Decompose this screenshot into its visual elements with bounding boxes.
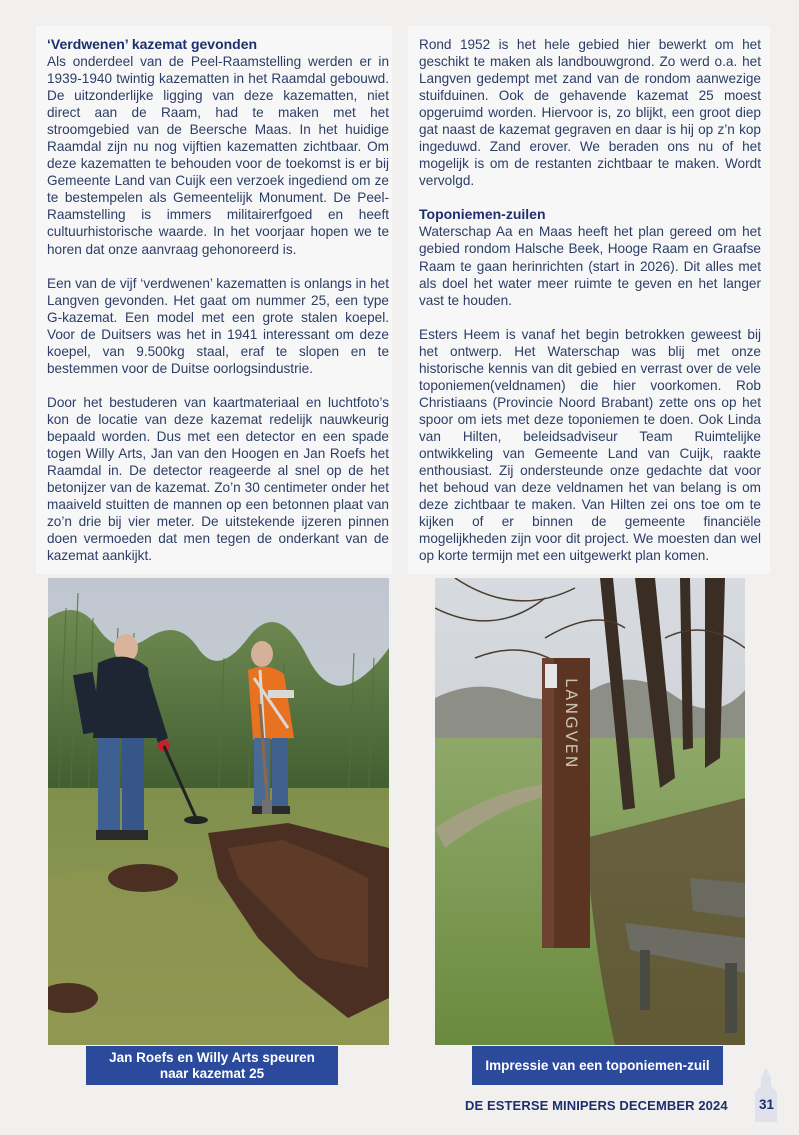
paragraph: Esters Heem is vanaf het begin betrokken geweest bij het ontwerp. Het Waterschap was blij met onze historische kennis van dit gebied en verrast over de vele toponiemen(veldnamen) die hier voorkomen. Rob Christiaans (Provincie Noord Brabant) zette ons op het spoor om iets met deze toponiemen te doen. Ook Linda van Hilten, beleidsadviseur Team Ruimtelijke ontwikkeling van Gemeente Land van Cuijk, raakte enthousiast. Zij ondersteunde onze gedachte dat voor het behoud van deze veldnamen het van belang is om deze zichtbaar te maken. Van Hilten zei ons toe om te kijken of er binnen de gemeente financiële mogelijkheden zijn voor dit project. We moesten dan wel op korte termijn met een uitgewerkt plan komen. — [419, 326, 761, 564]
post-label: LANGVEN — [562, 678, 581, 770]
article-heading-kazemat: ‘Verdwenen’ kazemat gevonden — [47, 36, 258, 52]
right-article-column — [419, 36, 761, 581]
paragraph: Door het bestuderen van kaartmateriaal en luchtfoto’s kon de locatie van deze kazemat redelijk nauwkeurig bepaald worden. Dus met een detector en een spade togen Willy Arts, Jan van den Hoogen en Jan Roefs het Raamdal in. De detector reageerde al snel op de het betonijzer van de kazemat. Zo’n 30 centimeter onder het maaiveld stuitten de mannen op een betonnen plaat van zo’n drie bij vier meter. De uitstekende ijzeren pinnen doen vermoeden dat men tegen de onderkant van de kazemat aankijkt. — [47, 394, 389, 564]
caption-text: Impressie van een toponiemen-zuil — [485, 1057, 710, 1073]
caption-text: Jan Roefs en Willy Arts speuren naar kazemat 25 — [109, 1049, 315, 1081]
caption-detector-search — [86, 1046, 338, 1085]
church-logo-icon — [751, 1066, 781, 1122]
photo-detector-search-image — [48, 578, 389, 1045]
caption-toponiemen-post — [472, 1046, 723, 1085]
footer-publication-title: DE ESTERSE MINIPERS DECEMBER 2024 — [465, 1098, 728, 1113]
page-number: 31 — [759, 1097, 775, 1112]
paragraph: Rond 1952 is het hele gebied hier bewerkt om het geschikt te maken als landbouwgrond. Zo werd o.a. het Langven gedempt met zand van de rondom aanwezige stuifduinen. Ook de gehavende kazemat 25 moest opgeruimd worden. Hiervoor is, zo blijkt, een groot diep gat naast de kazemat gegraven en daar is hij op z’n kop ingeduwd. Zand erover. We beraden ons nu of het mogelijk is om de restanten zichtbaar te maken. Wordt vervolgd. — [419, 37, 761, 189]
photo-toponiemen-post — [435, 578, 745, 1045]
paragraph: Een van de vijf ‘verdwenen’ kazematten is onlangs in het Langven gevonden. Het gaat om nummer 25, een type G-kazemat. Een model met een grote stalen koepel. Voor de Duitsers was het in 1941 interessant om deze koepel, van 9.500kg staal, eraf te slopen en te bestemmen voor de Duitse oorlogsindustrie. — [47, 275, 389, 376]
left-article-column — [47, 36, 389, 581]
photo-toponiemen-post-image — [435, 578, 745, 1045]
langven-post — [542, 658, 590, 948]
article-heading-toponiemen: Toponiemen-zuilen — [419, 206, 546, 223]
paragraph: Waterschap Aa en Maas heeft het plan gereed om het gebied rondom Halsche Beek, Hooge Raam en Graafse Raam te gaan herinrichten (start in 2026). Dit alles met als doel het water meer ruimte te geven en het langer vast te houden. — [419, 224, 761, 308]
paragraph: Als onderdeel van de Peel-Raamstelling werden er in 1939-1940 twintig kazematten in het Raamdal gebouwd. De uitzonderlijke ligging van deze kazematten, niet direct aan de Raam, had te maken met het stroomgebied van de Beersche Maas. In het huidige Raamdal zijn nu nog vijftien kazematten zichtbaar. Om deze kazematten te behouden voor de toekomst is er bij Gemeente Land van Cuijk een verzoek ingediend om ze te bestempelen als Gemeentelijk Monument. De Peel-Raamstelling is immers militairerfgoed en heeft cultuurhistorische waarde. In het voorjaar hopen we te horen dat onze aanvraag gehonoreerd is. — [47, 54, 389, 257]
photo-detector-search — [48, 578, 389, 1045]
